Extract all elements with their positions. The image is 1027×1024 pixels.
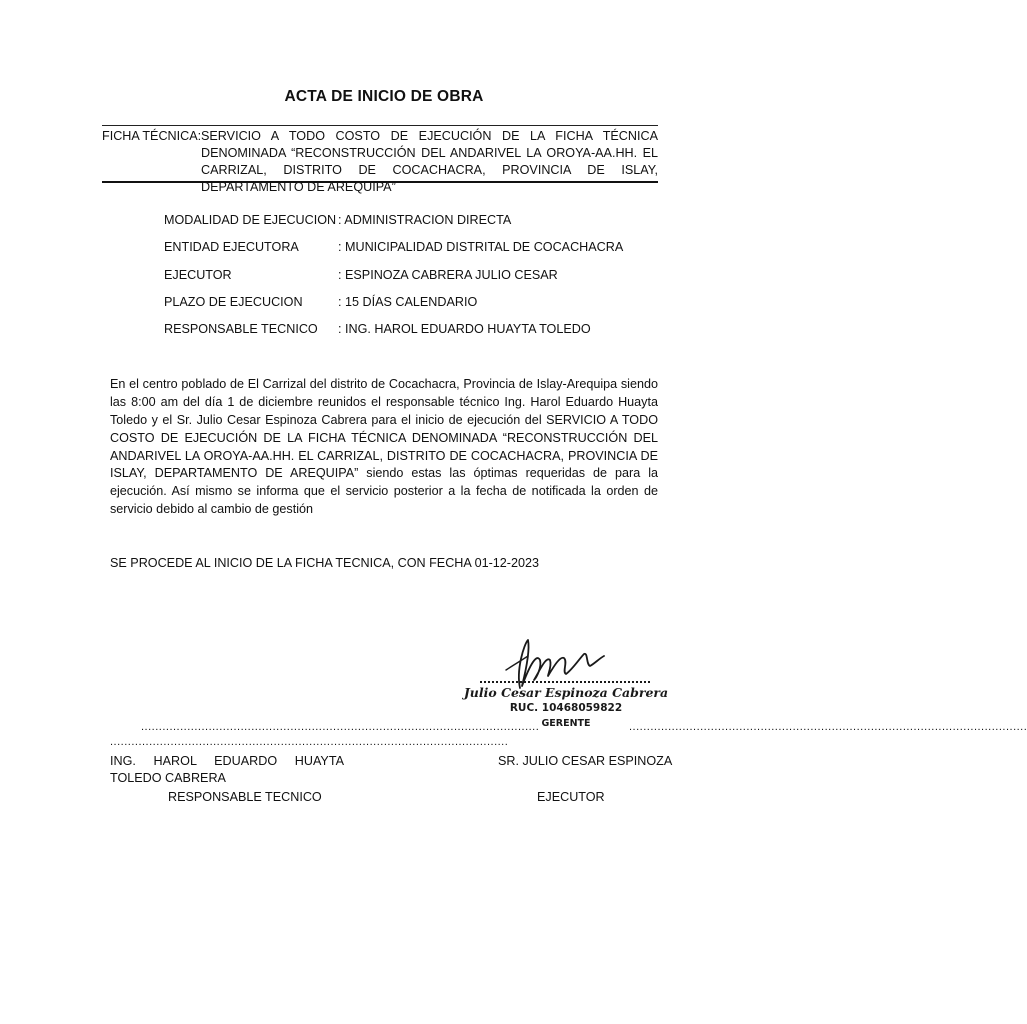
data-row-modalidad: [164, 212, 658, 239]
signatory-left-name: ING. HAROL EDUARDO HUAYTA TOLEDO CABRERA: [110, 754, 344, 785]
document-title: ACTA DE INICIO DE OBRA: [284, 88, 484, 105]
project-data-table: [164, 212, 658, 348]
data-row-responsable: [164, 321, 658, 348]
field-value: : ADMINISTRACION DIRECTA: [338, 213, 512, 227]
signatory-right-name: SR. JULIO CESAR ESPINOZA: [498, 754, 673, 768]
stamp-role: GERENTE: [541, 718, 591, 729]
ficha-bottom-rule: [102, 181, 658, 183]
field-value: : ESPINOZA CABRERA JULIO CESAR: [338, 267, 558, 282]
ficha-label: FICHA TÉCNICA:: [102, 129, 202, 143]
body-paragraph: En el centro poblado de El Carrizal del distrito de Cocachacra, Provincia de Islay-Arequipa siendo las 8:00 am del día 1 de diciembre reunidos el responsable técnico Ing. Harol Eduardo Huayta Toledo y el Sr. Julio Cesar Espinoza Cabrera para el inicio de ejecución del SERVICIO A TODO COSTO DE EJECUCIÓN DE LA FICHA TÉCNICA DENOMINADA “RECONSTRUCCIÓN DEL ANDARIVEL LA OROYA-AA.HH. EL CARRIZAL, DISTRITO DE COCACHACRA, PROVINCIA DE ISLAY, DEPARTAMENTO DE AREQUIPA” siendo estas las óptimas requeridas de para la ejecución. Así mismo se informa que el servicio posterior a la fecha de notificada la orden de servicio debido al cambio de gestión: [110, 377, 658, 517]
ficha-top-rule: [102, 125, 658, 126]
ficha-tecnica-block: [102, 128, 658, 197]
field-value: : ING. HAROL EDUARDO HUAYTA TOLEDO: [338, 322, 591, 337]
ficha-text: SERVICIO A TODO COSTO DE EJECUCIÓN DE LA FICHA TÉCNICA DENOMINADA “RECONSTRUCCIÓN DEL ANDARIVEL LA OROYA-AA.HH. EL CARRIZAL, DISTRITO DE COCACHACRA, PROVINCIA DE ISLAY, DEPARTAMENTO DE AREQUIPA”: [201, 129, 658, 195]
field-value: : MUNICIPALIDAD DISTRITAL DE COCACHACRA: [338, 240, 624, 255]
field-label: ENTIDAD EJECUTORA: [164, 240, 299, 255]
signature-line-left: ................................................................................................................: [141, 721, 540, 733]
stamp-ruc: RUC. 10468059822: [509, 702, 623, 714]
data-row-entidad: [164, 239, 658, 266]
handwritten-signature: [519, 640, 604, 688]
signatory-left-role: RESPONSABLE TECNICO: [168, 790, 322, 804]
stamp-name: Julio Cesar Espinoza Cabrera: [463, 685, 669, 700]
field-value: : 15 DÍAS CALENDARIO: [338, 294, 478, 309]
field-label: PLAZO DE EJECUCION: [164, 294, 303, 309]
data-row-plazo: [164, 294, 658, 321]
data-row-ejecutor: [164, 267, 658, 294]
signatory-right-role: EJECUTOR: [537, 790, 605, 804]
field-label: EJECUTOR: [164, 267, 232, 282]
proceed-statement: SE PROCEDE AL INICIO DE LA FICHA TECNICA, CON FECHA 01-12-2023: [110, 556, 540, 570]
field-label: RESPONSABLE TECNICO: [164, 322, 318, 337]
field-label: MODALIDAD DE EJECUCION: [164, 213, 337, 227]
signature-line-left-continuation: ................................................................................................................: [110, 736, 509, 748]
signature-line-right: ................................................................................................................: [629, 721, 1027, 733]
